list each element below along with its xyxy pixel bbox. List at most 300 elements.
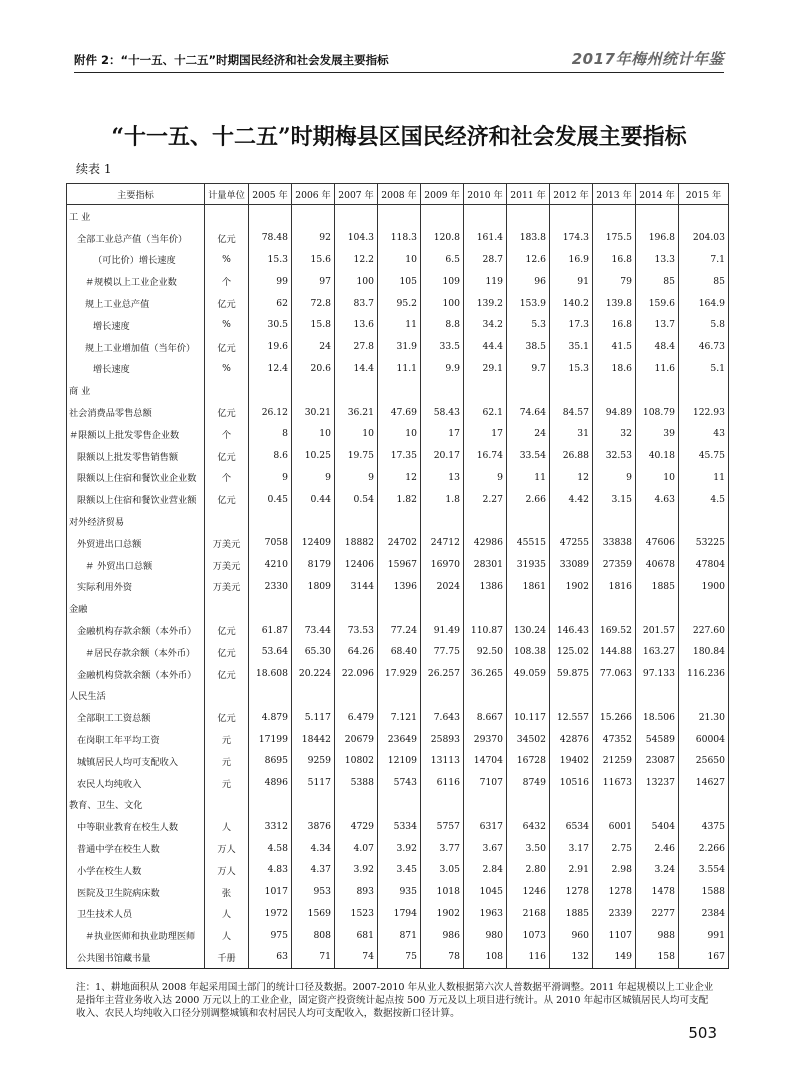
value-cell <box>593 379 636 401</box>
value-cell: 49.059 <box>507 663 550 685</box>
value-cell: 26.88 <box>550 445 593 467</box>
value-cell: 47255 <box>550 532 593 554</box>
value-cell: 45515 <box>507 532 550 554</box>
indicator-name: （可比价）增长速度 <box>67 249 205 271</box>
table-row <box>67 946 729 968</box>
value-cell <box>378 794 421 816</box>
value-cell: 72.8 <box>292 292 335 314</box>
value-cell: 28.7 <box>464 249 507 271</box>
value-cell: 21.30 <box>679 706 729 728</box>
value-cell: 10 <box>292 423 335 445</box>
value-cell: 8.8 <box>421 314 464 336</box>
column-header-year: 2006 年 <box>292 184 335 205</box>
value-cell: 2.84 <box>464 859 507 881</box>
value-cell: 9 <box>292 467 335 489</box>
value-cell: 140.2 <box>550 292 593 314</box>
value-cell: 13.6 <box>335 314 378 336</box>
value-cell: 110.87 <box>464 619 507 641</box>
indicator-name: 增长速度 <box>67 358 205 380</box>
header-appendix-title: 附件 2：“十一五、十二五”时期国民经济和社会发展主要指标 <box>74 53 389 67</box>
value-cell: 2.46 <box>636 837 679 859</box>
value-cell: 975 <box>249 924 292 946</box>
value-cell: 27359 <box>593 554 636 576</box>
value-cell <box>249 205 292 227</box>
value-cell: 25893 <box>421 728 464 750</box>
value-cell <box>335 685 378 707</box>
value-cell: 31 <box>550 423 593 445</box>
indicator-name: 对外经济贸易 <box>67 510 205 532</box>
value-cell: 13113 <box>421 750 464 772</box>
table-row <box>67 685 729 707</box>
indicator-name: 金融机构贷款余额（本外币） <box>67 663 205 685</box>
table-row <box>67 924 729 946</box>
indicator-name: 城镇居民人均可支配收入 <box>67 750 205 772</box>
unit-cell <box>205 685 249 707</box>
value-cell <box>464 685 507 707</box>
running-header <box>74 48 724 70</box>
value-cell: 10.25 <box>292 445 335 467</box>
value-cell: 681 <box>335 924 378 946</box>
value-cell: 11 <box>378 314 421 336</box>
column-header-year: 2011 年 <box>507 184 550 205</box>
value-cell <box>464 379 507 401</box>
value-cell: 45.75 <box>679 445 729 467</box>
value-cell: 130.24 <box>507 619 550 641</box>
value-cell: 78.48 <box>249 227 292 249</box>
value-cell: 1569 <box>292 903 335 925</box>
value-cell: 169.52 <box>593 619 636 641</box>
unit-cell: 千册 <box>205 946 249 968</box>
value-cell: 0.44 <box>292 488 335 510</box>
value-cell <box>507 379 550 401</box>
value-cell: 6.479 <box>335 706 378 728</box>
value-cell: 1588 <box>679 881 729 903</box>
header-rule <box>74 72 724 73</box>
value-cell: 29.1 <box>464 358 507 380</box>
value-cell <box>249 597 292 619</box>
value-cell: 42986 <box>464 532 507 554</box>
value-cell: 73.44 <box>292 619 335 641</box>
unit-cell: 万美元 <box>205 576 249 598</box>
value-cell: 167 <box>679 946 729 968</box>
value-cell: 9.7 <box>507 358 550 380</box>
value-cell: 1045 <box>464 881 507 903</box>
value-cell: 60004 <box>679 728 729 750</box>
table-row <box>67 314 729 336</box>
unit-cell: 个 <box>205 270 249 292</box>
value-cell: 12.6 <box>507 249 550 271</box>
value-cell: 149 <box>593 946 636 968</box>
table-row <box>67 794 729 816</box>
value-cell: 19.75 <box>335 445 378 467</box>
unit-cell: % <box>205 314 249 336</box>
value-cell: 120.8 <box>421 227 464 249</box>
value-cell: 31.9 <box>378 336 421 358</box>
table-row <box>67 227 729 249</box>
value-cell: 61.87 <box>249 619 292 641</box>
value-cell: 42876 <box>550 728 593 750</box>
value-cell: 16.9 <box>550 249 593 271</box>
value-cell <box>507 205 550 227</box>
table-body <box>67 205 729 969</box>
value-cell <box>550 205 593 227</box>
value-cell <box>507 685 550 707</box>
indicator-name: ＃ 外贸出口总额 <box>67 554 205 576</box>
value-cell: 18882 <box>335 532 378 554</box>
value-cell <box>679 379 729 401</box>
table-row <box>67 249 729 271</box>
value-cell: 30.21 <box>292 401 335 423</box>
table-row <box>67 772 729 794</box>
value-cell: 2384 <box>679 903 729 925</box>
value-cell: 1972 <box>249 903 292 925</box>
table-row <box>67 663 729 685</box>
value-cell: 36.265 <box>464 663 507 685</box>
unit-cell: 个 <box>205 423 249 445</box>
value-cell: 139.8 <box>593 292 636 314</box>
value-cell: 77.75 <box>421 641 464 663</box>
value-cell: 13.3 <box>636 249 679 271</box>
value-cell: 85 <box>636 270 679 292</box>
footnote: 注：1、耕地面积从 2008 年起采用国土部门的统计口径及数据。2007-2010 年从业人数根据第六次人普数据平滑调整。2011 年起规模以上工业企业是指年主营业务收入达 2000 万元以上的工业企业，固定资产投资统计起点按 500 万元及以上项目进行统计。从 2010 年起市区城镇居民人均可支配收入、农民人均纯收入口径分别调整城镇和农村居民人均可支配收入，数据按新口径计算。 <box>76 982 714 1019</box>
value-cell: 16.8 <box>593 249 636 271</box>
value-cell: 4210 <box>249 554 292 576</box>
value-cell <box>421 597 464 619</box>
unit-cell: 亿元 <box>205 227 249 249</box>
value-cell: 4.879 <box>249 706 292 728</box>
value-cell: 7058 <box>249 532 292 554</box>
value-cell: 14704 <box>464 750 507 772</box>
table-row <box>67 554 729 576</box>
indicator-name: 中等职业教育在校生人数 <box>67 815 205 837</box>
value-cell: 2.266 <box>679 837 729 859</box>
value-cell: 10802 <box>335 750 378 772</box>
value-cell: 8695 <box>249 750 292 772</box>
value-cell: 26.12 <box>249 401 292 423</box>
unit-cell: 亿元 <box>205 641 249 663</box>
value-cell: 2.80 <box>507 859 550 881</box>
indicator-name: 规上工业总产值 <box>67 292 205 314</box>
value-cell: 5757 <box>421 815 464 837</box>
value-cell: 108.79 <box>636 401 679 423</box>
value-cell: 6534 <box>550 815 593 837</box>
value-cell: 21259 <box>593 750 636 772</box>
table-row <box>67 728 729 750</box>
value-cell: 1861 <box>507 576 550 598</box>
value-cell: 2277 <box>636 903 679 925</box>
unit-cell: 元 <box>205 772 249 794</box>
unit-cell <box>205 205 249 227</box>
indicator-name: 全部职工工资总额 <box>67 706 205 728</box>
value-cell: 68.40 <box>378 641 421 663</box>
value-cell: 54589 <box>636 728 679 750</box>
table-row <box>67 881 729 903</box>
indicator-name: 卫生技术人员 <box>67 903 205 925</box>
value-cell: 116.236 <box>679 663 729 685</box>
value-cell: 953 <box>292 881 335 903</box>
table-row <box>67 641 729 663</box>
value-cell: 33.5 <box>421 336 464 358</box>
value-cell: 34.2 <box>464 314 507 336</box>
value-cell: 41.5 <box>593 336 636 358</box>
value-cell: 196.8 <box>636 227 679 249</box>
value-cell <box>421 205 464 227</box>
value-cell: 47606 <box>636 532 679 554</box>
value-cell: 7107 <box>464 772 507 794</box>
value-cell <box>249 794 292 816</box>
value-cell: 1902 <box>421 903 464 925</box>
value-cell: 10 <box>335 423 378 445</box>
value-cell: 2168 <box>507 903 550 925</box>
value-cell: 77.063 <box>593 663 636 685</box>
column-header-year: 2014 年 <box>636 184 679 205</box>
table-row <box>67 750 729 772</box>
value-cell: 12406 <box>335 554 378 576</box>
value-cell: 20679 <box>335 728 378 750</box>
value-cell <box>636 510 679 532</box>
value-cell: 158 <box>636 946 679 968</box>
value-cell <box>593 597 636 619</box>
value-cell: 9259 <box>292 750 335 772</box>
value-cell: 30.5 <box>249 314 292 336</box>
value-cell: 22.096 <box>335 663 378 685</box>
value-cell: 17 <box>464 423 507 445</box>
value-cell: 47.69 <box>378 401 421 423</box>
unit-cell: 元 <box>205 728 249 750</box>
value-cell: 1963 <box>464 903 507 925</box>
indicator-name: ＃居民存款余额（本外币） <box>67 641 205 663</box>
value-cell: 16970 <box>421 554 464 576</box>
value-cell: 108 <box>464 946 507 968</box>
value-cell: 3.15 <box>593 488 636 510</box>
value-cell: 16.8 <box>593 314 636 336</box>
value-cell <box>679 597 729 619</box>
unit-cell: 人 <box>205 903 249 925</box>
unit-cell <box>205 379 249 401</box>
value-cell: 63 <box>249 946 292 968</box>
value-cell: 104.3 <box>335 227 378 249</box>
value-cell <box>550 597 593 619</box>
value-cell: 174.3 <box>550 227 593 249</box>
value-cell: 9 <box>593 467 636 489</box>
value-cell: 59.875 <box>550 663 593 685</box>
value-cell: 15.3 <box>550 358 593 380</box>
value-cell: 35.1 <box>550 336 593 358</box>
indicator-name: 普通中学在校生人数 <box>67 837 205 859</box>
value-cell <box>249 685 292 707</box>
value-cell <box>378 510 421 532</box>
value-cell: 64.26 <box>335 641 378 663</box>
value-cell: 1017 <box>249 881 292 903</box>
value-cell <box>464 510 507 532</box>
value-cell <box>464 597 507 619</box>
value-cell: 183.8 <box>507 227 550 249</box>
value-cell: 20.6 <box>292 358 335 380</box>
value-cell: 960 <box>550 924 593 946</box>
value-cell <box>421 510 464 532</box>
value-cell: 808 <box>292 924 335 946</box>
value-cell: 164.9 <box>679 292 729 314</box>
indicator-name: 限额以上批发零售销售额 <box>67 445 205 467</box>
value-cell: 4.58 <box>249 837 292 859</box>
value-cell: 227.60 <box>679 619 729 641</box>
value-cell: 39 <box>636 423 679 445</box>
value-cell <box>378 597 421 619</box>
indicator-name: ＃规模以上工业企业数 <box>67 270 205 292</box>
value-cell: 1885 <box>550 903 593 925</box>
value-cell: 43 <box>679 423 729 445</box>
value-cell: 97.133 <box>636 663 679 685</box>
value-cell <box>679 205 729 227</box>
value-cell: 24702 <box>378 532 421 554</box>
indicator-name: 工 业 <box>67 205 205 227</box>
value-cell: 4896 <box>249 772 292 794</box>
unit-cell <box>205 794 249 816</box>
value-cell: 53.64 <box>249 641 292 663</box>
value-cell: 23087 <box>636 750 679 772</box>
value-cell: 16.74 <box>464 445 507 467</box>
value-cell: 18.506 <box>636 706 679 728</box>
value-cell: 24712 <box>421 532 464 554</box>
value-cell: 48.4 <box>636 336 679 358</box>
value-cell: 161.4 <box>464 227 507 249</box>
value-cell: 10 <box>636 467 679 489</box>
table-row <box>67 205 729 227</box>
value-cell: 12.557 <box>550 706 593 728</box>
value-cell: 40678 <box>636 554 679 576</box>
column-header-year: 2007 年 <box>335 184 378 205</box>
value-cell: 44.4 <box>464 336 507 358</box>
value-cell: 9.9 <box>421 358 464 380</box>
value-cell: 8749 <box>507 772 550 794</box>
value-cell: 11.1 <box>378 358 421 380</box>
indicator-name: ＃执业医师和执业助理医师 <box>67 924 205 946</box>
value-cell: 10 <box>378 423 421 445</box>
value-cell: 201.57 <box>636 619 679 641</box>
value-cell: 32.53 <box>593 445 636 467</box>
value-cell <box>636 794 679 816</box>
value-cell: 8.6 <box>249 445 292 467</box>
value-cell: 19402 <box>550 750 593 772</box>
value-cell <box>292 379 335 401</box>
value-cell: 122.93 <box>679 401 729 423</box>
table-row <box>67 597 729 619</box>
unit-cell: 人 <box>205 815 249 837</box>
value-cell <box>679 685 729 707</box>
value-cell: 73.53 <box>335 619 378 641</box>
unit-cell: 亿元 <box>205 292 249 314</box>
value-cell: 3.45 <box>378 859 421 881</box>
value-cell: 3312 <box>249 815 292 837</box>
value-cell: 4.5 <box>679 488 729 510</box>
value-cell: 18.6 <box>593 358 636 380</box>
value-cell: 12 <box>550 467 593 489</box>
value-cell: 27.8 <box>335 336 378 358</box>
table-row <box>67 815 729 837</box>
value-cell: 33089 <box>550 554 593 576</box>
value-cell: 10516 <box>550 772 593 794</box>
value-cell: 180.84 <box>679 641 729 663</box>
value-cell: 15.266 <box>593 706 636 728</box>
unit-cell: 亿元 <box>205 619 249 641</box>
value-cell: 980 <box>464 924 507 946</box>
value-cell: 4375 <box>679 815 729 837</box>
value-cell: 144.88 <box>593 641 636 663</box>
value-cell: 29370 <box>464 728 507 750</box>
value-cell: 19.6 <box>249 336 292 358</box>
value-cell: 71 <box>292 946 335 968</box>
unit-cell <box>205 597 249 619</box>
value-cell: 17 <box>421 423 464 445</box>
value-cell: 125.02 <box>550 641 593 663</box>
table-row <box>67 358 729 380</box>
indicator-name: 在岗职工年平均工资 <box>67 728 205 750</box>
value-cell: 3.24 <box>636 859 679 881</box>
value-cell: 1107 <box>593 924 636 946</box>
value-cell: 23649 <box>378 728 421 750</box>
value-cell: 105 <box>378 270 421 292</box>
value-cell: 91 <box>550 270 593 292</box>
value-cell: 2.27 <box>464 488 507 510</box>
value-cell: 3876 <box>292 815 335 837</box>
indicator-name: 实际利用外资 <box>67 576 205 598</box>
value-cell: 1.8 <box>421 488 464 510</box>
value-cell: 1073 <box>507 924 550 946</box>
value-cell: 4.07 <box>335 837 378 859</box>
indicator-name: 农民人均纯收入 <box>67 772 205 794</box>
column-header-indicator: 主要指标 <box>67 184 205 205</box>
value-cell: 40.18 <box>636 445 679 467</box>
value-cell: 17.3 <box>550 314 593 336</box>
value-cell: 5388 <box>335 772 378 794</box>
value-cell: 9 <box>249 467 292 489</box>
value-cell: 18442 <box>292 728 335 750</box>
value-cell: 175.5 <box>593 227 636 249</box>
value-cell: 163.27 <box>636 641 679 663</box>
value-cell: 988 <box>636 924 679 946</box>
value-cell: 14.4 <box>335 358 378 380</box>
value-cell <box>679 794 729 816</box>
value-cell: 4.37 <box>292 859 335 881</box>
indicator-name: 教育、卫生、文化 <box>67 794 205 816</box>
value-cell <box>593 510 636 532</box>
value-cell <box>550 510 593 532</box>
value-cell: 2.66 <box>507 488 550 510</box>
value-cell: 1902 <box>550 576 593 598</box>
value-cell: 8 <box>249 423 292 445</box>
value-cell: 3.77 <box>421 837 464 859</box>
column-header-year: 2012 年 <box>550 184 593 205</box>
value-cell: 75 <box>378 946 421 968</box>
value-cell <box>292 685 335 707</box>
value-cell: 1396 <box>378 576 421 598</box>
value-cell: 109 <box>421 270 464 292</box>
value-cell: 8179 <box>292 554 335 576</box>
value-cell: 10 <box>378 249 421 271</box>
unit-cell: 亿元 <box>205 663 249 685</box>
value-cell: 3.554 <box>679 859 729 881</box>
value-cell <box>335 597 378 619</box>
value-cell: 11673 <box>593 772 636 794</box>
table-header-row <box>67 184 729 205</box>
value-cell: 6001 <box>593 815 636 837</box>
value-cell: 16728 <box>507 750 550 772</box>
value-cell <box>292 205 335 227</box>
value-cell: 1246 <box>507 881 550 903</box>
value-cell: 1794 <box>378 903 421 925</box>
indicator-name: 小学在校生人数 <box>67 859 205 881</box>
value-cell: 204.03 <box>679 227 729 249</box>
